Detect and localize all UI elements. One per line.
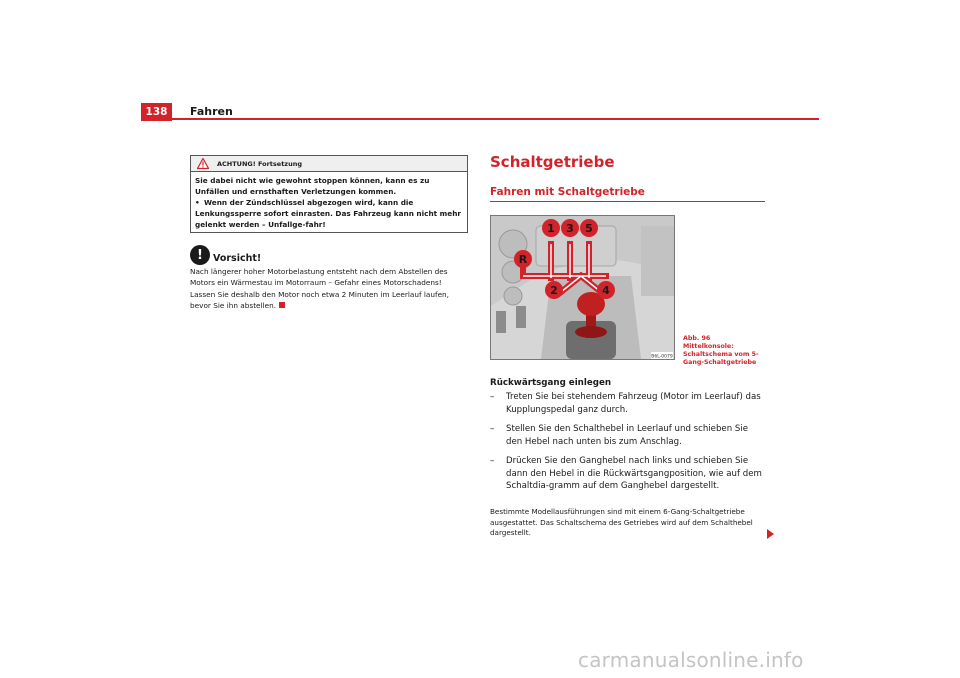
step-list — [490, 391, 765, 500]
gear-label-r: R — [518, 253, 528, 266]
figure-code: B6L-0079 — [651, 354, 673, 359]
subheading-divider — [490, 201, 765, 202]
task-title: Rückwärtsgang einlegen — [490, 378, 612, 388]
figure-number: Abb. 96 — [683, 335, 711, 342]
list-item — [490, 455, 765, 493]
figure-caption — [683, 335, 763, 367]
figure-caption-text: Mittelkonsole: Schaltschema vom 5-Gang-Schaltgetriebe — [683, 343, 759, 366]
warning-title: ACHTUNG! Fortsetzung — [217, 159, 302, 168]
page-number: 138 — [141, 103, 172, 121]
step-text: Treten Sie bei stehendem Fahrzeug (Motor im Leerlauf) das Kupplungspedal ganz durch. — [506, 392, 761, 415]
main-heading: Schaltgetriebe — [490, 153, 615, 171]
caution-exclamation-icon: ! — [190, 245, 210, 265]
next-page-arrow-icon[interactable] — [767, 529, 774, 539]
gear-label-2: 2 — [550, 284, 558, 297]
list-item — [490, 423, 765, 448]
warning-box — [190, 155, 468, 233]
note-text: Bestimmte Modellausführungen sind mit einem 6-Gang-Schaltgetriebe ausgestattet. Das Schaltschema des Getriebes wird auf dem Schalthebel dargestellt. — [490, 507, 753, 537]
caution-title: Vorsicht! — [213, 252, 262, 264]
sub-heading: Fahren mit Schaltgetriebe — [490, 186, 645, 198]
dash-icon: – — [490, 424, 495, 434]
gearshift-figure — [490, 215, 675, 360]
gear-label-5: 5 — [585, 222, 593, 235]
caution-header — [190, 245, 261, 265]
caution-text: Nach längerer hoher Motorbelastung entsteht nach dem Abstellen des Motors ein Wärmestau im Motorraum – Gefahr eines Motorschadens! Lassen Sie deshalb den Motor noch etwa 2 Minuten im Leerlauf laufen, bevor Sie ihn abstellen. — [190, 267, 450, 310]
gear-label-4: 4 — [602, 284, 610, 297]
step-text: Stellen Sie den Schalthebel in Leerlauf und schieben Sie den Hebel nach unten bis zum Anschlag. — [506, 424, 749, 447]
warning-text-1: Sie dabei nicht wie gewohnt stoppen können, kann es zu Unfällen und ernsthaften Verletzungen kommen. — [195, 176, 430, 196]
dash-icon: – — [490, 392, 495, 402]
gear-label-3: 3 — [566, 222, 574, 235]
warning-text-2: Wenn der Zündschlüssel abgezogen wird, kann die Lenkungssperre sofort einrasten. Das Fahrzeug kann nicht mehr gelenkt werden – Unfallge-fahr! — [195, 198, 462, 229]
header-divider — [141, 118, 819, 120]
end-marker-icon — [279, 302, 285, 308]
step-text: Drücken Sie den Ganghebel nach links und schieben Sie dann den Hebel in die Rückwärtsgangposition, wie auf dem Schaltdia-gramm auf dem Ganghebel dargestellt. — [506, 456, 762, 491]
list-item — [490, 391, 765, 416]
warning-bullet-item — [195, 197, 463, 230]
watermark: carmanualsonline.info — [578, 648, 804, 672]
section-title: Fahren — [190, 105, 233, 118]
warning-body — [191, 172, 467, 233]
gear-label-1: 1 — [547, 222, 555, 235]
bullet-icon: • — [195, 198, 200, 207]
caution-body — [190, 266, 468, 311]
warning-triangle-icon — [197, 154, 209, 173]
gearshift-illustration — [491, 216, 674, 359]
warning-header — [191, 156, 467, 172]
dash-icon: – — [490, 456, 495, 466]
